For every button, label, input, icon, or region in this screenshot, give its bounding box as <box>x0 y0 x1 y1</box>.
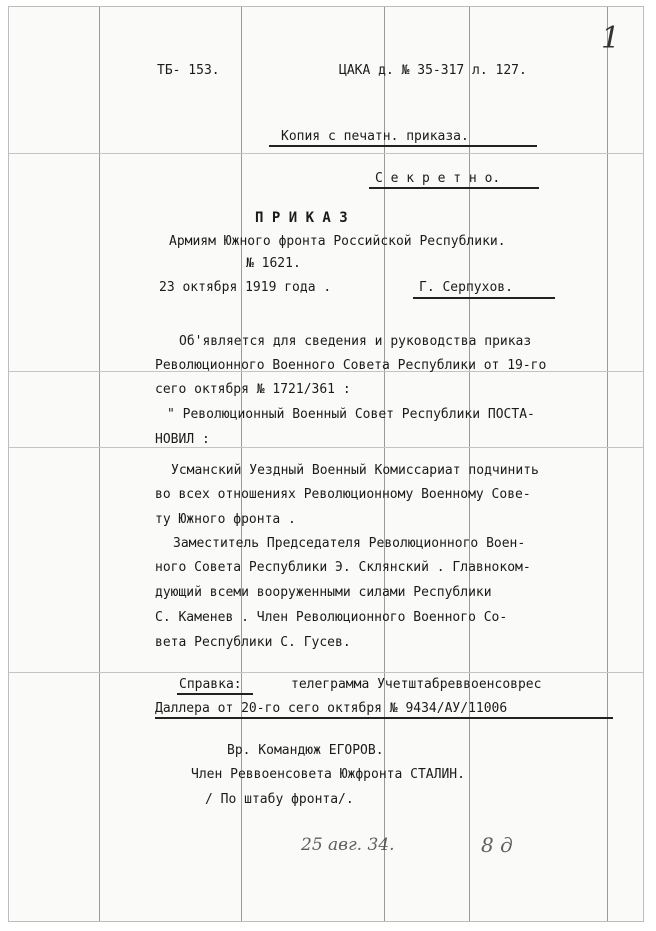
body-line: ту Южного фронта . <box>155 512 296 527</box>
body-line: во всех отношениях Революционному Военному Сове- <box>155 487 531 502</box>
order-place: Г. Серпухов. <box>419 280 513 295</box>
body-line: Об'является для сведения и руководства приказ <box>179 334 532 349</box>
body-line: НОВИЛ : <box>155 432 210 447</box>
secret-stamp: С е к р е т н о. <box>375 171 501 186</box>
copy-note-underline <box>269 145 537 147</box>
body-line: сего октября № 1721/361 : <box>155 382 351 397</box>
secret-underline <box>369 187 539 189</box>
ruled-horizontal-line <box>9 672 643 673</box>
handwritten-initials: 8 д <box>481 833 513 857</box>
body-line: ного Совета Республики Э. Склянский . Главноком- <box>155 560 531 575</box>
ruled-horizontal-line <box>9 153 643 154</box>
place-underline <box>413 297 555 299</box>
reference-line: Даллера от 20-го сего октября № 9434/АУ/11006 <box>155 701 508 716</box>
body-line: Усманский Уездный Военный Комиссариат подчинить <box>171 463 539 478</box>
body-line: Революционного Военного Совета Республики от 19-го <box>155 358 547 373</box>
order-number: № 1621. <box>246 256 301 271</box>
archive-reference: ЦАКА д. № 35-317 л. 127. <box>339 63 527 78</box>
ruled-vertical-line <box>607 7 608 921</box>
commander-signature: Вр. Командюж ЕГОРОВ. <box>227 743 384 758</box>
order-addressee: Армиям Южного фронта Российской Республики. <box>169 234 506 249</box>
reference-label-underline <box>177 693 253 695</box>
ruled-horizontal-line <box>9 447 643 448</box>
handwritten-note: 25 авг. 34. <box>301 835 395 855</box>
body-line: дующий всеми вооруженными силами Республики <box>155 585 492 600</box>
document-page <box>8 6 644 922</box>
order-title: П Р И К А З <box>255 210 348 226</box>
reference-underline <box>155 717 613 719</box>
body-line: С. Каменев . Член Революционного Военного Со- <box>155 610 508 625</box>
reference-line: телеграмма Учетштабреввоенсоврес <box>291 677 542 692</box>
reference-label: Справка: <box>179 677 242 692</box>
member-signature: Член Реввоенсовета Южфронта СТАЛИН. <box>191 767 465 782</box>
body-line: Заместитель Председателя Революционного Воен- <box>173 536 526 551</box>
ruled-vertical-line <box>99 7 100 921</box>
staff-signature: / По штабу фронта/. <box>205 792 354 807</box>
order-date: 23 октября 1919 года . <box>159 280 332 295</box>
body-line: вета Республики С. Гусев. <box>155 635 351 650</box>
doc-code: ТБ- 153. <box>157 63 220 78</box>
page-number-mark: 1 <box>601 21 621 56</box>
body-line: " Революционный Военный Совет Республики ПОСТА- <box>167 407 535 422</box>
copy-note: Копия с печатн. приказа. <box>281 129 469 144</box>
